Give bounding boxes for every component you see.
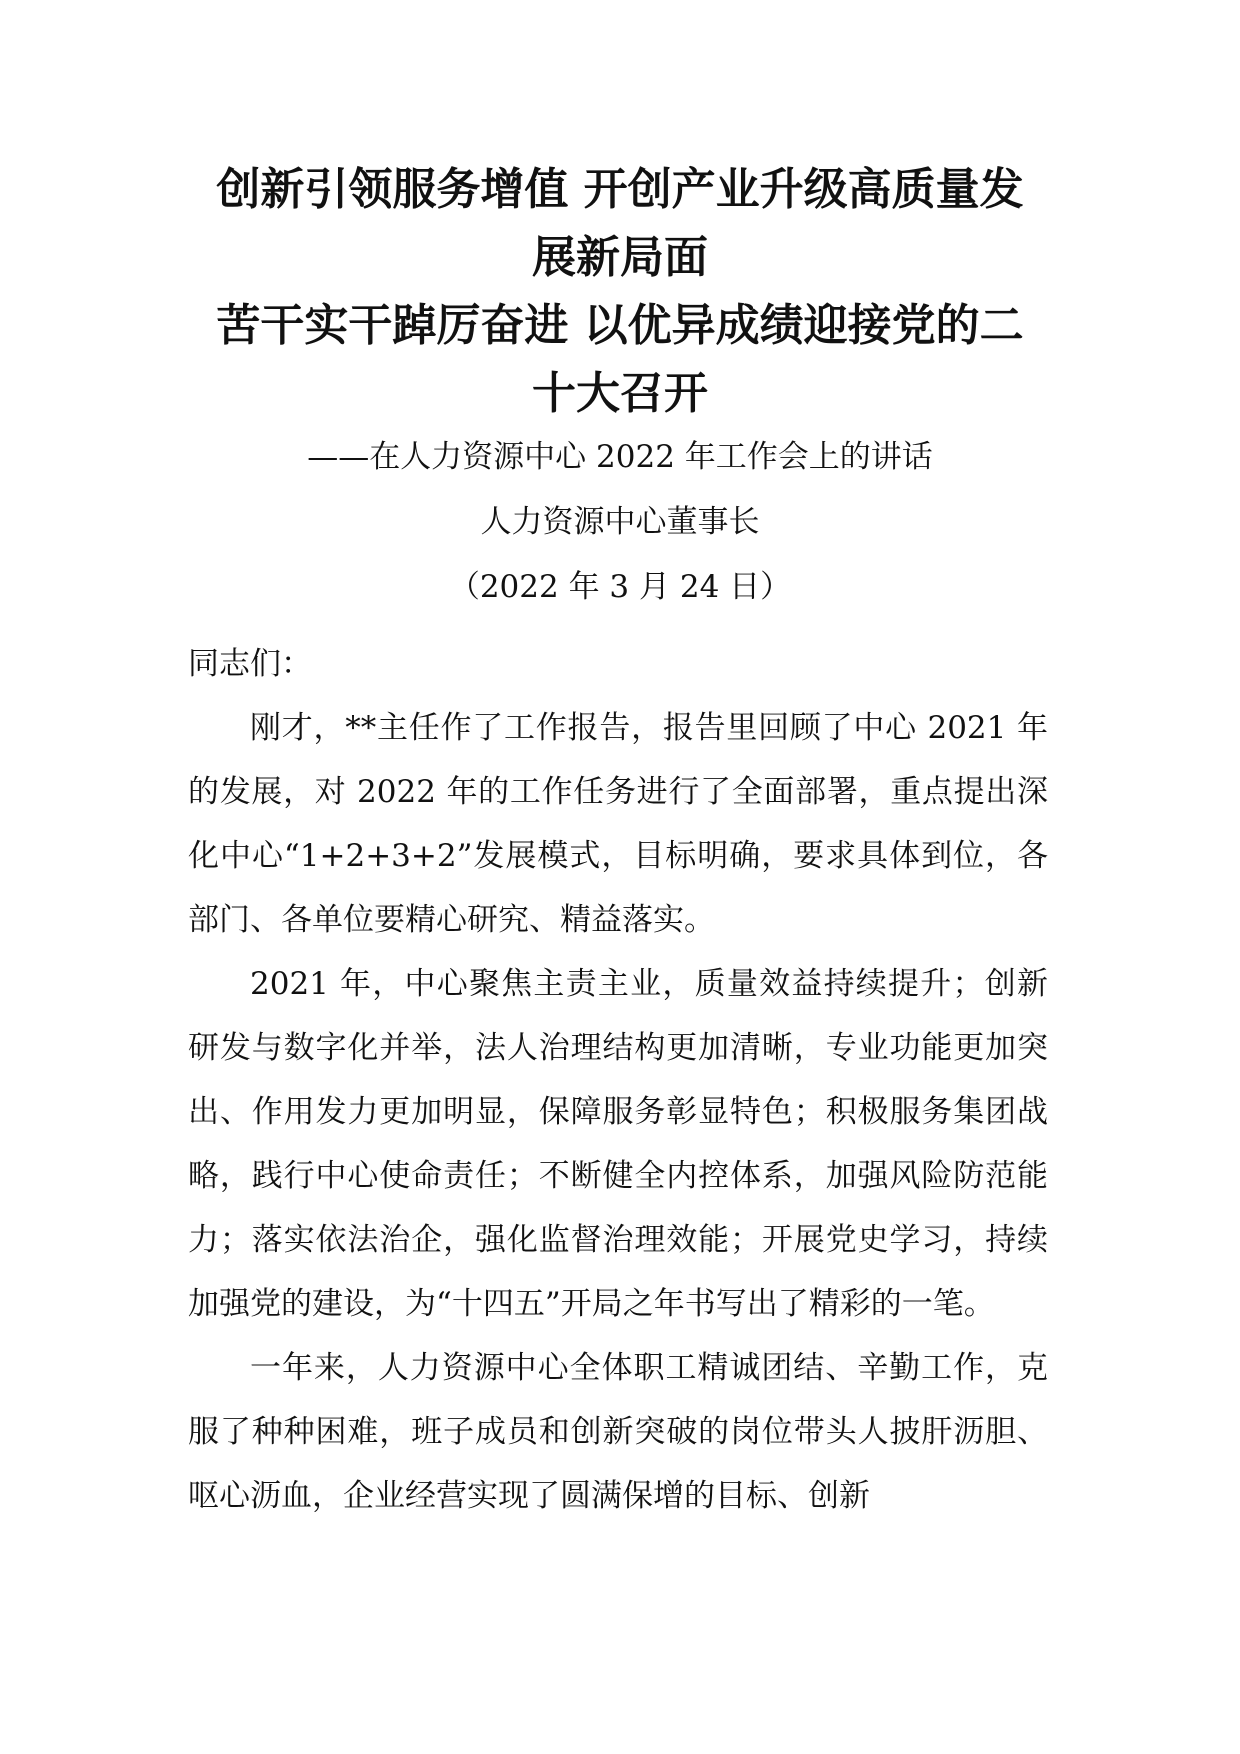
speech-body (188, 632, 1048, 1528)
body-paragraph: 一年来，人力资源中心全体职工精诚团结、辛勤工作，克服了种种困难，班子成员和创新突破的岗位带头人披肝沥胆、呕心沥血，企业经营实现了圆满保增的目标、创新 (188, 1350, 1048, 1514)
title-line: 创新引领服务增值 开创产业升级高质量发 (216, 164, 1024, 215)
speaker-title: 人力资源中心董事长 (480, 504, 760, 540)
document-title (180, 156, 1060, 428)
salutation: 同志们： (188, 646, 312, 682)
title-line: 展新局面 (532, 232, 708, 283)
speech-subtitle: ——在人力资源中心 2022 年工作会上的讲话 (307, 439, 933, 475)
speech-date: （2022 年 3 月 24 日） (448, 569, 792, 605)
body-paragraph: 2021 年，中心聚焦主责主业，质量效益持续提升；创新研发与数字化并举，法人治理结构更加清晰，专业功能更加突出、作用发力更加明显，保障服务彰显特色；积极服务集团战略，践行中心使命责任；不断健全内控体系，加强风险防范能力；落实依法治企，强化监督治理效能；开展党史学习，持续加强党的建设，为“十四五”开局之年书写出了精彩的一笔。 (188, 966, 1048, 1322)
title-line: 十大召开 (532, 368, 708, 419)
body-paragraph: 刚才，**主任作了工作报告，报告里回顾了中心 2021 年的发展，对 2022 年的工作任务进行了全面部署，重点提出深化中心“1+2+3+2”发展模式，目标明确，要求具体到位，各部门、各单位要精心研究、精益落实。 (188, 710, 1048, 938)
title-line: 苦干实干踔厉奋进 以优异成绩迎接党的二 (216, 300, 1024, 351)
